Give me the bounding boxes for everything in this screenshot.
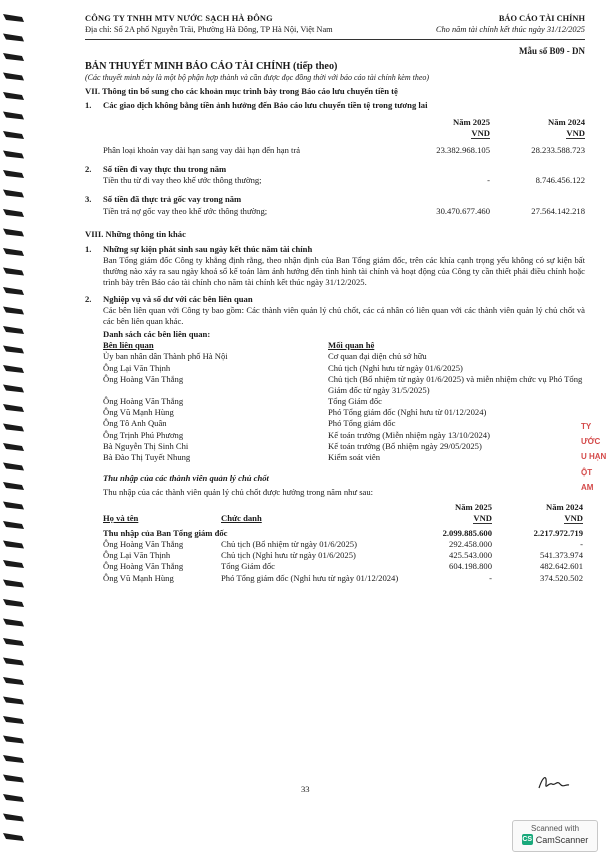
spiral-ring	[3, 716, 24, 724]
spiral-ring	[3, 736, 24, 744]
party-name: Ông Hoàng Văn Thắng	[103, 396, 184, 407]
income-rows	[85, 539, 585, 584]
party-name: Bà Nguyễn Thị Sinh Chi	[103, 440, 189, 451]
party-name: Ông Vũ Mạnh Hùng	[103, 407, 174, 418]
scanned-with-label: Scanned with	[530, 824, 580, 833]
related-party-row	[85, 351, 585, 362]
spiral-ring	[3, 755, 24, 763]
spiral-ring	[3, 482, 24, 490]
sec8-item-2: 2. Nghiệp vụ và số dư với các bên liên quan	[85, 293, 253, 304]
related-party-row	[85, 374, 585, 396]
spiral-ring	[3, 346, 24, 354]
company-address: Địa chỉ: Số 2A phố Nguyễn Trãi, Phường Hà Đông, TP Hà Nội, Việt Nam	[85, 24, 333, 34]
sec8-para-2: Các bên liên quan với Công ty bao gồm: Các thành viên quản lý chủ chốt, các cá nhân có liên quan với các thành viên quản lý chủ chốt và các bên liên quan khác.	[103, 304, 585, 326]
report-period: Cho năm tài chính kết thúc ngày 31/12/2025	[435, 24, 585, 34]
spiral-ring	[3, 541, 24, 549]
party-relation: Tổng Giám đốc	[328, 396, 382, 407]
sec8-item-1: 1. Những sự kiện phát sinh sau ngày kết thúc năm tài chính	[85, 243, 313, 254]
income-row	[85, 539, 585, 550]
related-party-row	[85, 407, 585, 418]
party-relation: Chủ tịch (Bổ nhiệm từ ngày 01/6/2025) và miễn nhiệm chức vụ Phó Tổng Giám đốc từ ngày 31/5/2025)	[328, 373, 583, 395]
red-stamp	[581, 422, 607, 522]
party-name: Ủy ban nhân dân Thành phố Hà Nội	[103, 351, 228, 362]
spiral-ring	[3, 248, 24, 256]
company-name: CÔNG TY TNHH MTV NƯỚC SẠCH HÀ ĐÔNG	[85, 14, 273, 23]
doc-title: BẢN THUYẾT MINH BÁO CÁO TÀI CHÍNH (tiếp theo)	[85, 60, 338, 72]
party-name: Bà Đào Thị Tuyết Nhung	[103, 451, 191, 462]
related-party-row	[85, 452, 585, 463]
party-relation: Phó Tổng giám đốc (Nghỉ hưu từ 01/12/2024)	[328, 407, 487, 418]
spiral-ring	[3, 619, 24, 627]
income-2025: -	[489, 572, 492, 583]
income-row	[85, 573, 585, 584]
stamp-fragment: AM	[581, 482, 594, 492]
sec7-item-1: 1. Các giao dịch không bằng tiền ảnh hưởng đến Báo cáo lưu chuyển tiền tệ trong tương lai	[85, 100, 428, 111]
spiral-ring	[3, 794, 24, 802]
spiral-ring	[3, 443, 24, 451]
sec7-row-1: Phân loại khoản vay dài hạn sang vay dài hạn đến hạn trả 23.382.968.105 28.233.588.723	[103, 144, 585, 155]
related-party-row	[85, 418, 585, 429]
income-group-row: Thu nhập của Ban Tổng giám đốc 2.099.885.600 2.217.972.719	[103, 527, 583, 538]
spiral-ring	[3, 697, 24, 705]
party-relation: Kiểm soát viên	[328, 451, 381, 462]
spiral-ring	[3, 677, 24, 685]
income-title-cell: Phó Tổng giám đốc (Nghỉ hưu từ ngày 01/12/2024)	[221, 572, 399, 583]
income-name: Ông Vũ Mạnh Hùng	[103, 572, 174, 583]
camscanner-brand: CamScanner	[535, 834, 589, 845]
spiral-ring	[3, 658, 24, 666]
spiral-ring	[3, 775, 24, 783]
doc-subtitle: (Các thuyết minh này là một bộ phận hợp thành và cần được đọc đồng thời với báo cáo tài chính kèm theo)	[85, 72, 430, 82]
related-party-row	[85, 441, 585, 452]
section-vii-heading: VII. Thông tin bổ sung cho các khoản mục trình bày trong Báo cáo lưu chuyển tiền tệ	[85, 86, 398, 97]
party-relation: Phó Tổng giám đốc	[328, 418, 396, 429]
spiral-ring	[3, 151, 24, 159]
income-2024: 541.373.974	[540, 550, 583, 561]
party-relation: Cơ quan đại diện chủ sở hữu	[328, 351, 427, 362]
spiral-ring	[3, 599, 24, 607]
income-name: Ông Hoàng Văn Thắng	[103, 539, 184, 550]
form-number: Mẫu số B09 - DN	[518, 45, 585, 56]
spiral-ring	[3, 34, 24, 42]
sec7-row-3: Tiền trả nợ gốc vay theo khế ước thông thường; 30.470.677.460 27.564.142.218	[103, 205, 585, 216]
spiral-ring	[3, 502, 24, 510]
spiral-ring	[3, 14, 24, 22]
party-relation: Chủ tịch (Nghỉ hưu từ ngày 01/6/2025)	[328, 362, 463, 373]
camscanner-watermark	[512, 820, 598, 852]
page-number: 33	[301, 784, 310, 794]
spiral-ring	[3, 307, 24, 315]
related-party-row	[85, 430, 585, 441]
related-party-row	[85, 363, 585, 374]
sec7-item-2: 2. Số tiền đi vay thực thu trong năm	[85, 164, 227, 175]
income-title-cell: Tổng Giám đốc	[221, 561, 275, 572]
stamp-fragment: ỘT	[581, 467, 593, 477]
related-list-title: Danh sách các bên liên quan:	[103, 329, 211, 340]
income-2024: 482.642.601	[540, 561, 583, 572]
spiral-ring	[3, 92, 24, 100]
spiral-ring	[3, 638, 24, 646]
page-header	[85, 14, 585, 36]
spiral-ring	[3, 580, 24, 588]
spiral-ring	[3, 170, 24, 178]
party-name: Ông Hoàng Văn Thắng	[103, 373, 184, 384]
party-name: Ông Tô Anh Quân	[103, 418, 167, 429]
spiral-ring	[3, 73, 24, 81]
income-2025: 604.198.800	[449, 561, 492, 572]
income-row	[85, 561, 585, 572]
party-name: Ông Trịnh Phú Phương	[103, 429, 184, 440]
spiral-ring	[3, 463, 24, 471]
stamp-fragment: TY	[581, 422, 592, 431]
spiral-ring	[3, 385, 24, 393]
spiral-ring	[3, 268, 24, 276]
income-title-cell: Chủ tịch (Bổ nhiệm từ ngày 01/6/2025)	[221, 539, 357, 550]
camscanner-logo-icon: CS	[522, 836, 533, 843]
income-col-years: Năm 2025 Năm 2024	[455, 501, 583, 512]
income-2024: -	[580, 539, 583, 550]
income-row	[85, 550, 585, 561]
income-title: Thu nhập của các thành viên quản lý chủ chốt	[103, 473, 269, 484]
related-party-row	[85, 396, 585, 407]
income-name: Ông Hoàng Văn Thắng	[103, 561, 184, 572]
income-2025: 425.543.000	[449, 550, 492, 561]
spiral-ring	[3, 833, 24, 841]
sec7-row-2: Tiền thu từ đi vay theo khế ước thông thường; - 8.746.456.122	[103, 175, 585, 186]
spiral-ring	[3, 424, 24, 432]
signature	[537, 772, 571, 794]
spiral-ring	[3, 560, 24, 568]
spiral-ring	[3, 53, 24, 61]
spiral-ring	[3, 190, 24, 198]
spiral-ring	[3, 521, 24, 529]
sec8-para-1: Ban Tổng giám đốc Công ty khẳng định rằng, theo nhận định của Ban Tổng giám đốc, trên các khía cạnh trọng yếu không có sự kiện bất thường nào xảy ra sau ngày khoá sổ kế toán làm ảnh hưởng đến tình hình tài chính và hoạt động của Công ty cần thiết phải điều chỉnh hoặc trình bày trên Báo cáo tài chính cho năm tài chính kết thúc ngày 31/12/2025.	[103, 255, 585, 288]
party-relation: Kế toán trưởng (Bổ nhiệm ngày 29/05/2025)	[328, 440, 482, 451]
spiral-binding	[0, 0, 28, 859]
sec7-item-3: 3. Số tiền đã thực trả gốc vay trong năm	[85, 194, 242, 205]
spiral-ring	[3, 131, 24, 139]
sec7-units: VND VND	[471, 127, 585, 138]
stamp-fragment: ƯỚC	[581, 437, 601, 447]
related-header: Bên liên quan Mối quan hệ	[103, 340, 375, 351]
section-viii-heading: VIII. Những thông tin khác	[85, 228, 186, 239]
report-title: BÁO CÁO TÀI CHÍNH	[498, 14, 585, 23]
related-parties-list	[85, 351, 585, 463]
spiral-ring	[3, 326, 24, 334]
income-title-cell: Chủ tịch (Nghỉ hưu từ ngày 01/6/2025)	[221, 550, 356, 561]
income-intro: Thu nhập của các thành viên quản lý chủ chốt được hưởng trong năm như sau:	[103, 487, 374, 498]
document-page	[85, 14, 585, 584]
spiral-ring	[3, 287, 24, 295]
spiral-ring	[3, 365, 24, 373]
header-rule	[85, 39, 585, 40]
income-col-headers: Họ và tên Chức danh VND VND	[103, 512, 583, 523]
stamp-fragment: U HẠN	[581, 452, 607, 462]
spiral-ring	[3, 404, 24, 412]
spiral-ring	[3, 112, 24, 120]
income-2024: 374.520.502	[540, 572, 583, 583]
party-relation: Kế toán trưởng (Miễn nhiệm ngày 13/10/2024)	[328, 429, 490, 440]
income-name: Ông Lại Văn Thịnh	[103, 550, 171, 561]
spiral-ring	[3, 229, 24, 237]
income-2025: 292.458.000	[449, 539, 492, 550]
spiral-ring	[3, 814, 24, 822]
sec7-col-headers: Năm 2025 Năm 2024	[453, 116, 585, 127]
spiral-ring	[3, 209, 24, 217]
party-name: Ông Lại Văn Thịnh	[103, 362, 171, 373]
